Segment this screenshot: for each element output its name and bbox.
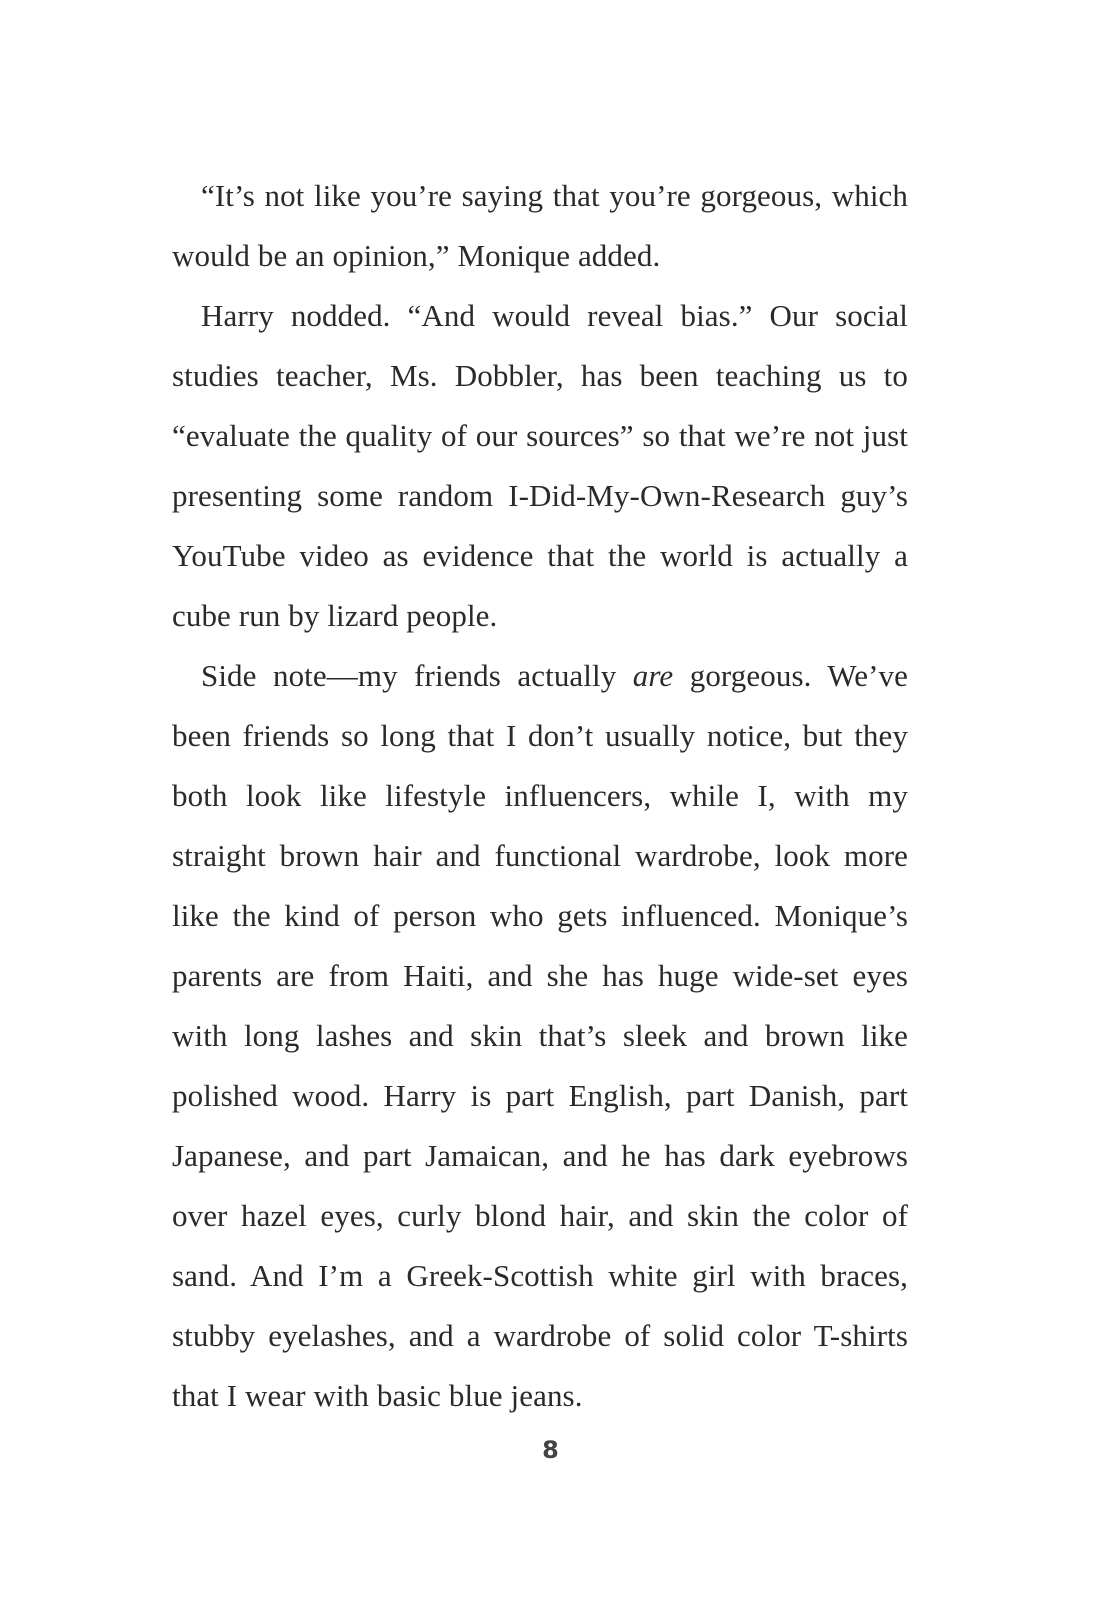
body-text <box>172 166 908 1426</box>
paragraph-3 <box>172 646 908 1426</box>
paragraph-1: “It’s not like you’re saying that you’re gorgeous, which would be an opinion,” Monique added. <box>172 178 908 273</box>
paragraph-3-start: Side note—my friends actually <box>201 658 633 693</box>
paragraph-3-end: gorgeous. We’ve been friends so long that I don’t usually notice, but they both look like lifestyle influencers, while I, with my straight brown hair and functional wardrobe, look more like the kind of person who gets influenced. Monique’s parents are from Haiti, and she has huge wide-set eyes with long lashes and skin that’s sleek and brown like polished wood. Harry is part English, part Danish, part Japanese, and part Jamaican, and he has dark eyebrows over hazel eyes, curly blond hair, and skin the color of sand. And I’m a Greek-Scottish white girl with braces, stubby eyelashes, and a wardrobe of solid color T-shirts that I wear with basic blue jeans. <box>172 658 909 1413</box>
emphasis-word: are <box>632 658 674 693</box>
paragraph-2: Harry nodded. “And would reveal bias.” Our social studies teacher, Ms. Dobbler, has been teaching us to “evaluate the quality of our sources” so that we’re not just presenting some random I-Did-My-Own-Research guy’s YouTube video as evidence that the world is actually a cube run by lizard people. <box>172 298 908 633</box>
page-number: 8 <box>542 1436 559 1464</box>
